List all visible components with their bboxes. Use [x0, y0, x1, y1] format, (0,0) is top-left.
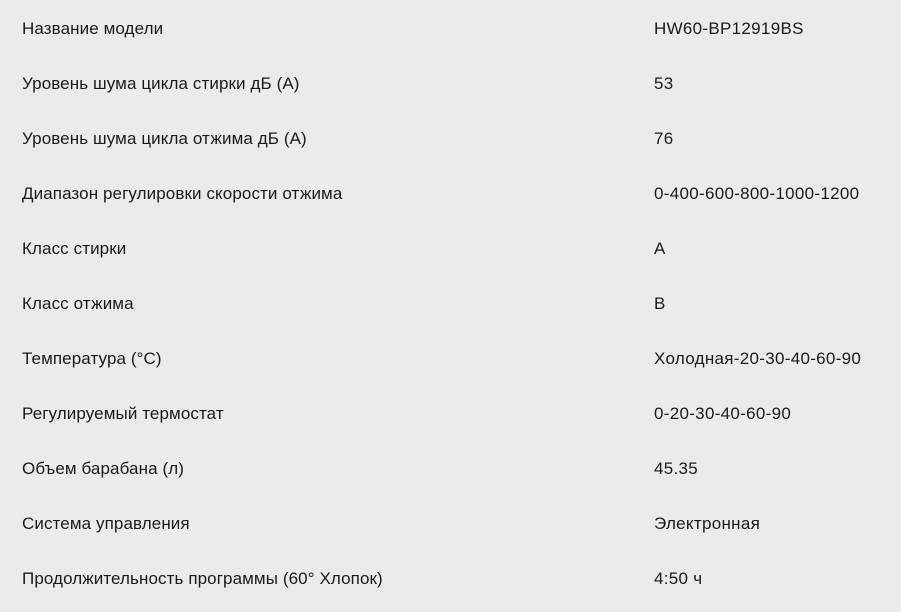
spec-row-program-duration: [0, 551, 901, 606]
spec-value: Электронная: [654, 513, 761, 533]
spec-value: 4:50 ч: [654, 568, 703, 588]
spec-label: Диапазон регулировки скорости отжима: [22, 183, 343, 203]
spec-row-wash-class: [0, 221, 901, 276]
spec-row-wash-noise: [0, 56, 901, 111]
spec-label: Продолжительность программы (60° Хлопок): [22, 568, 383, 588]
spec-label: Уровень шума цикла стирки дБ (А): [22, 73, 300, 93]
spec-label: Температура (°C): [22, 348, 162, 368]
spec-row-spin-class: [0, 276, 901, 331]
spec-row-thermostat: [0, 386, 901, 441]
spec-label: Класс отжима: [22, 293, 134, 313]
spec-value: 76: [654, 128, 674, 148]
spec-label: Класс стирки: [22, 238, 127, 258]
spec-row-temperature: [0, 331, 901, 386]
spec-label: Регулируемый термостат: [22, 403, 224, 423]
spec-row-model-name: [0, 1, 901, 56]
spec-value: 53: [654, 73, 674, 93]
spec-label: Уровень шума цикла отжима дБ (А): [22, 128, 307, 148]
spec-row-spin-speed-range: [0, 166, 901, 221]
spec-label: Название модели: [22, 18, 164, 38]
spec-row-drum-volume: [0, 441, 901, 496]
spec-row-spin-noise: [0, 111, 901, 166]
spec-value: 45.35: [654, 458, 699, 478]
spec-value: Холодная-20-30-40-60-90: [654, 348, 862, 368]
spec-value: HW60-BP12919BS: [654, 18, 804, 38]
spec-label: Объем барабана (л): [22, 458, 185, 478]
spec-value: 0-400-600-800-1000-1200: [654, 183, 860, 203]
spec-label: Система управления: [22, 513, 190, 533]
spec-row-control-system: [0, 496, 901, 551]
spec-value: B: [654, 293, 666, 313]
spec-value: A: [654, 238, 666, 258]
spec-value: 0-20-30-40-60-90: [654, 403, 792, 423]
